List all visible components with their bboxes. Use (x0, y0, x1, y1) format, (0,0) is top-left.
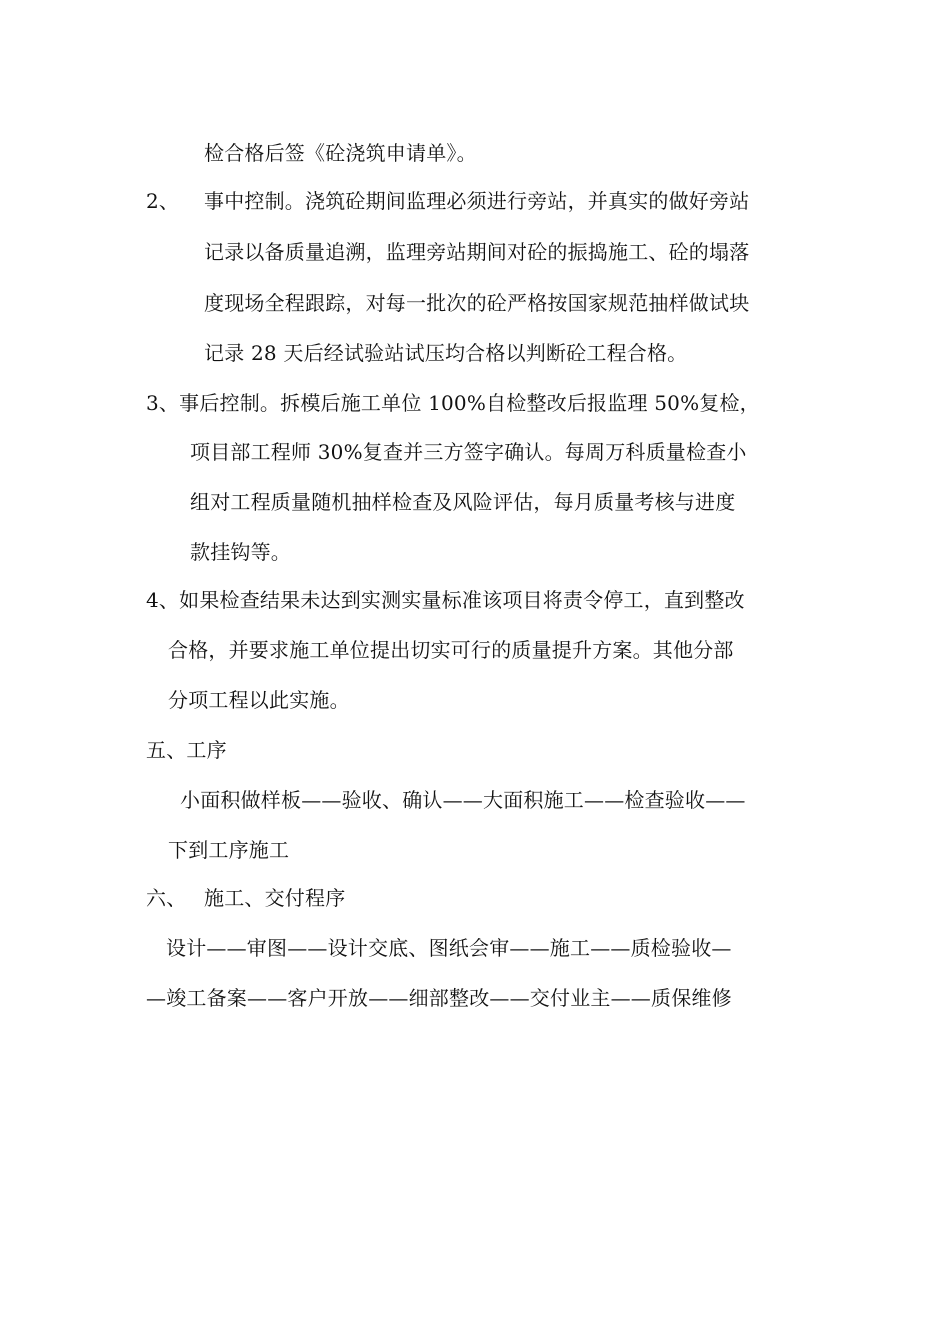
section-heading: 五、工序 (146, 738, 227, 762)
section-number: 六、 (146, 886, 187, 910)
text-line: 小面积做样板——验收、确认——大面积施工——检查验收—— (180, 788, 746, 812)
text-line: 事中控制。浇筑砼期间监理必须进行旁站，并真实的做好旁站 (204, 189, 750, 213)
section-heading: 施工、交付程序 (204, 886, 346, 910)
text-line: 检合格后签《砼浇筑申请单》。 (204, 141, 477, 165)
text-line: 记录 28 天后经试验站试压均合格以判断砼工程合格。 (204, 341, 688, 365)
text-line: 合格，并要求施工单位提出切实可行的质量提升方案。其他分部 (168, 638, 734, 662)
text-line: 度现场全程跟踪，对每一批次的砼严格按国家规范抽样做试块 (204, 291, 750, 315)
text-line: 3、事后控制。拆模后施工单位 100%自检整改后报监理 50%复检， (146, 391, 760, 415)
text-line: 4、如果检查结果未达到实测实量标准该项目将责令停工，直到整改 (146, 588, 745, 612)
list-number: 2、 (146, 189, 180, 213)
text-line: —竣工备案——客户开放——细部整改——交付业主——质保维修 (146, 986, 732, 1010)
text-line: 记录以备质量追溯，监理旁站期间对砼的振捣施工、砼的塌落 (204, 240, 750, 264)
text-line: 设计——审图——设计交底、图纸会审——施工——质检验收— (166, 936, 732, 960)
text-line: 项目部工程师 30%复查并三方签字确认。每周万科质量检查小 (190, 440, 747, 464)
text-line: 款挂钩等。 (190, 540, 291, 564)
text-line: 下到工序施工 (168, 838, 290, 862)
text-line: 分项工程以此实施。 (168, 688, 350, 712)
text-line: 组对工程质量随机抽样检查及风险评估，每月质量考核与进度 (190, 490, 736, 514)
